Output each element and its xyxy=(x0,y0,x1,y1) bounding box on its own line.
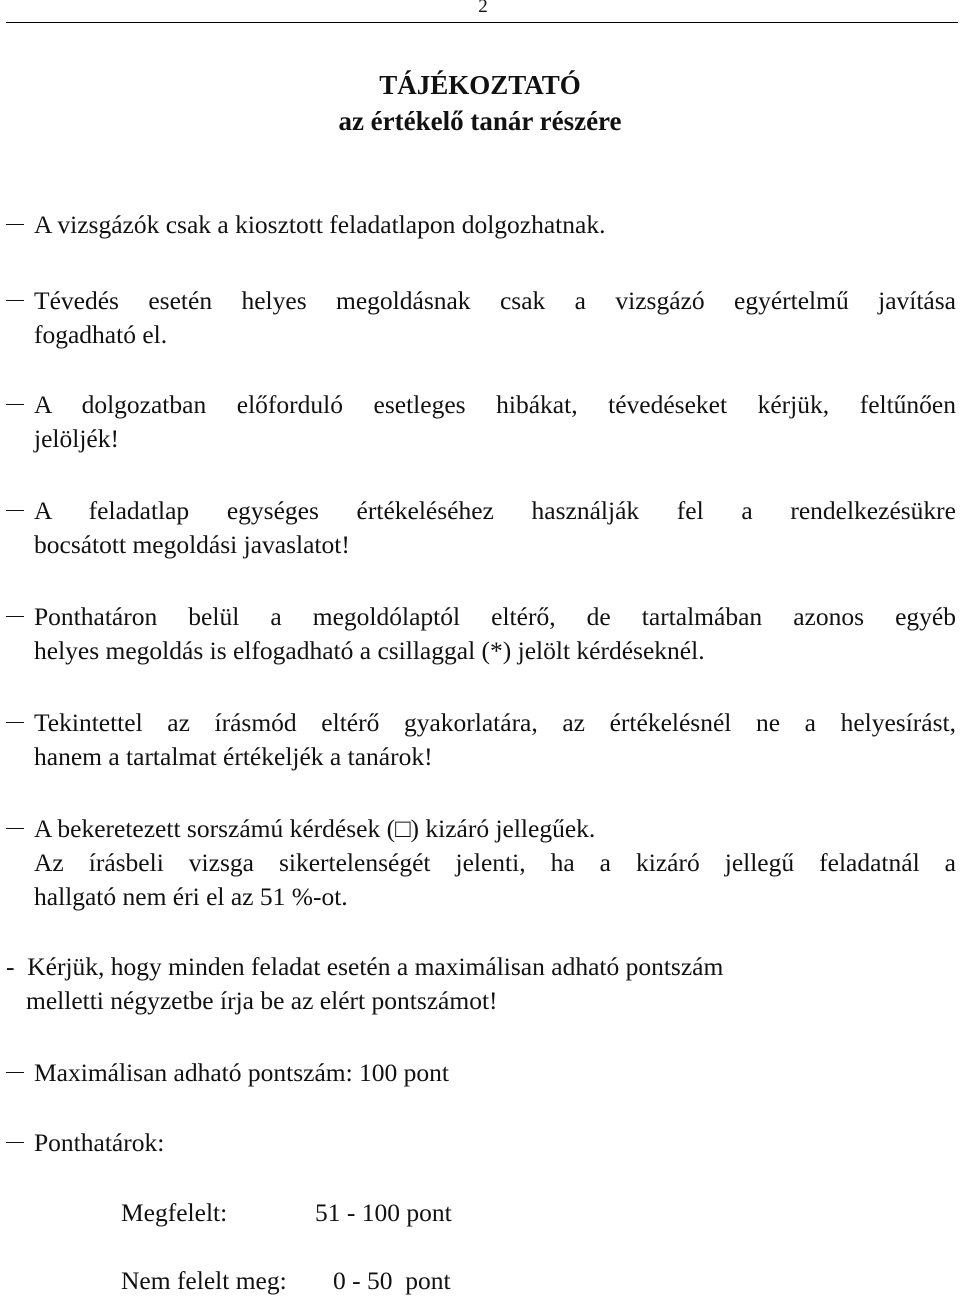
dash-bullet xyxy=(6,828,24,829)
instruction-line: fogadható el. xyxy=(34,320,168,349)
score-request-line-2: melletti négyzetbe írja be az elért pontszámot! xyxy=(26,986,498,1015)
instruction-line: A feladatlap egységes értékeléséhez használják fel a rendelkezésükre xyxy=(34,496,956,525)
instruction-line: Tekintettel az írásmód eltérő gyakorlatára, az értékelésnél ne a helyesírást, xyxy=(34,708,956,737)
instruction-item-1 xyxy=(34,208,956,242)
instruction-line: A dolgozatban előforduló esetleges hibákat, tévedéseket kérjük, feltűnően xyxy=(34,390,956,419)
score-request xyxy=(6,950,906,1018)
instruction-item-7 xyxy=(34,812,956,914)
hyphen-bullet: - xyxy=(6,952,15,981)
thresholds-heading-item xyxy=(34,1126,956,1160)
dash-bullet xyxy=(6,404,24,405)
thresholds-heading: Ponthatárok: xyxy=(34,1128,165,1157)
instruction-line: Ponthatáron belül a megoldólaptól eltérő, de tartalmában azonos egyéb xyxy=(34,602,956,631)
dash-bullet xyxy=(6,224,24,225)
instruction-line: helyes megoldás is elfogadható a csillaggal (*) jelölt kérdéseknél. xyxy=(34,636,705,665)
instruction-line: A bekeretezett sorszámú kérdések (□) kizáró jellegűek. xyxy=(34,814,596,843)
max-points-item xyxy=(34,1056,956,1090)
dash-bullet xyxy=(6,1142,24,1143)
dash-bullet xyxy=(6,510,24,511)
threshold-pass-label: Megfelelt: xyxy=(121,1198,228,1227)
threshold-fail-range: 0 - 50 pont xyxy=(333,1266,451,1295)
instruction-line: jelöljék! xyxy=(34,424,119,453)
instruction-item-6 xyxy=(34,706,956,774)
instruction-line: Az írásbeli vizsga sikertelenségét jelenti, ha a kizáró jellegű feladatnál a xyxy=(34,848,956,877)
instruction-line: bocsátott megoldási javaslatot! xyxy=(34,530,350,559)
dash-bullet xyxy=(6,1072,24,1073)
instruction-item-3 xyxy=(34,388,956,456)
max-points-text: Maximálisan adható pontszám: 100 pont xyxy=(34,1058,450,1087)
instruction-line: A vizsgázók csak a kiosztott feladatlapon dolgozhatnak. xyxy=(34,210,606,239)
score-request-line-1 xyxy=(6,950,906,984)
header-rule xyxy=(6,22,958,23)
dash-bullet xyxy=(6,616,24,617)
dash-bullet xyxy=(6,300,24,301)
instruction-line: hallgató nem éri el az 51 %-ot. xyxy=(34,882,348,911)
page-number: 2 xyxy=(478,0,488,17)
dash-bullet xyxy=(6,722,24,723)
score-request-text: Kérjük, hogy minden feladat esetén a maximálisan adható pontszám xyxy=(27,952,724,981)
threshold-pass-range: 51 - 100 pont xyxy=(315,1198,452,1227)
instruction-item-4 xyxy=(34,494,956,562)
instruction-item-5 xyxy=(34,600,956,668)
threshold-fail-label: Nem felelt meg: xyxy=(121,1266,287,1295)
document-title: TÁJÉKOZTATÓ xyxy=(379,70,581,100)
instruction-line: Tévedés esetén helyes megoldásnak csak a vizsgázó egyértelmű javítása xyxy=(34,286,956,315)
instruction-line: hanem a tartalmat értékeljék a tanárok! xyxy=(34,742,433,771)
instruction-item-2 xyxy=(34,284,956,352)
document-subtitle: az értékelő tanár részére xyxy=(338,106,622,136)
